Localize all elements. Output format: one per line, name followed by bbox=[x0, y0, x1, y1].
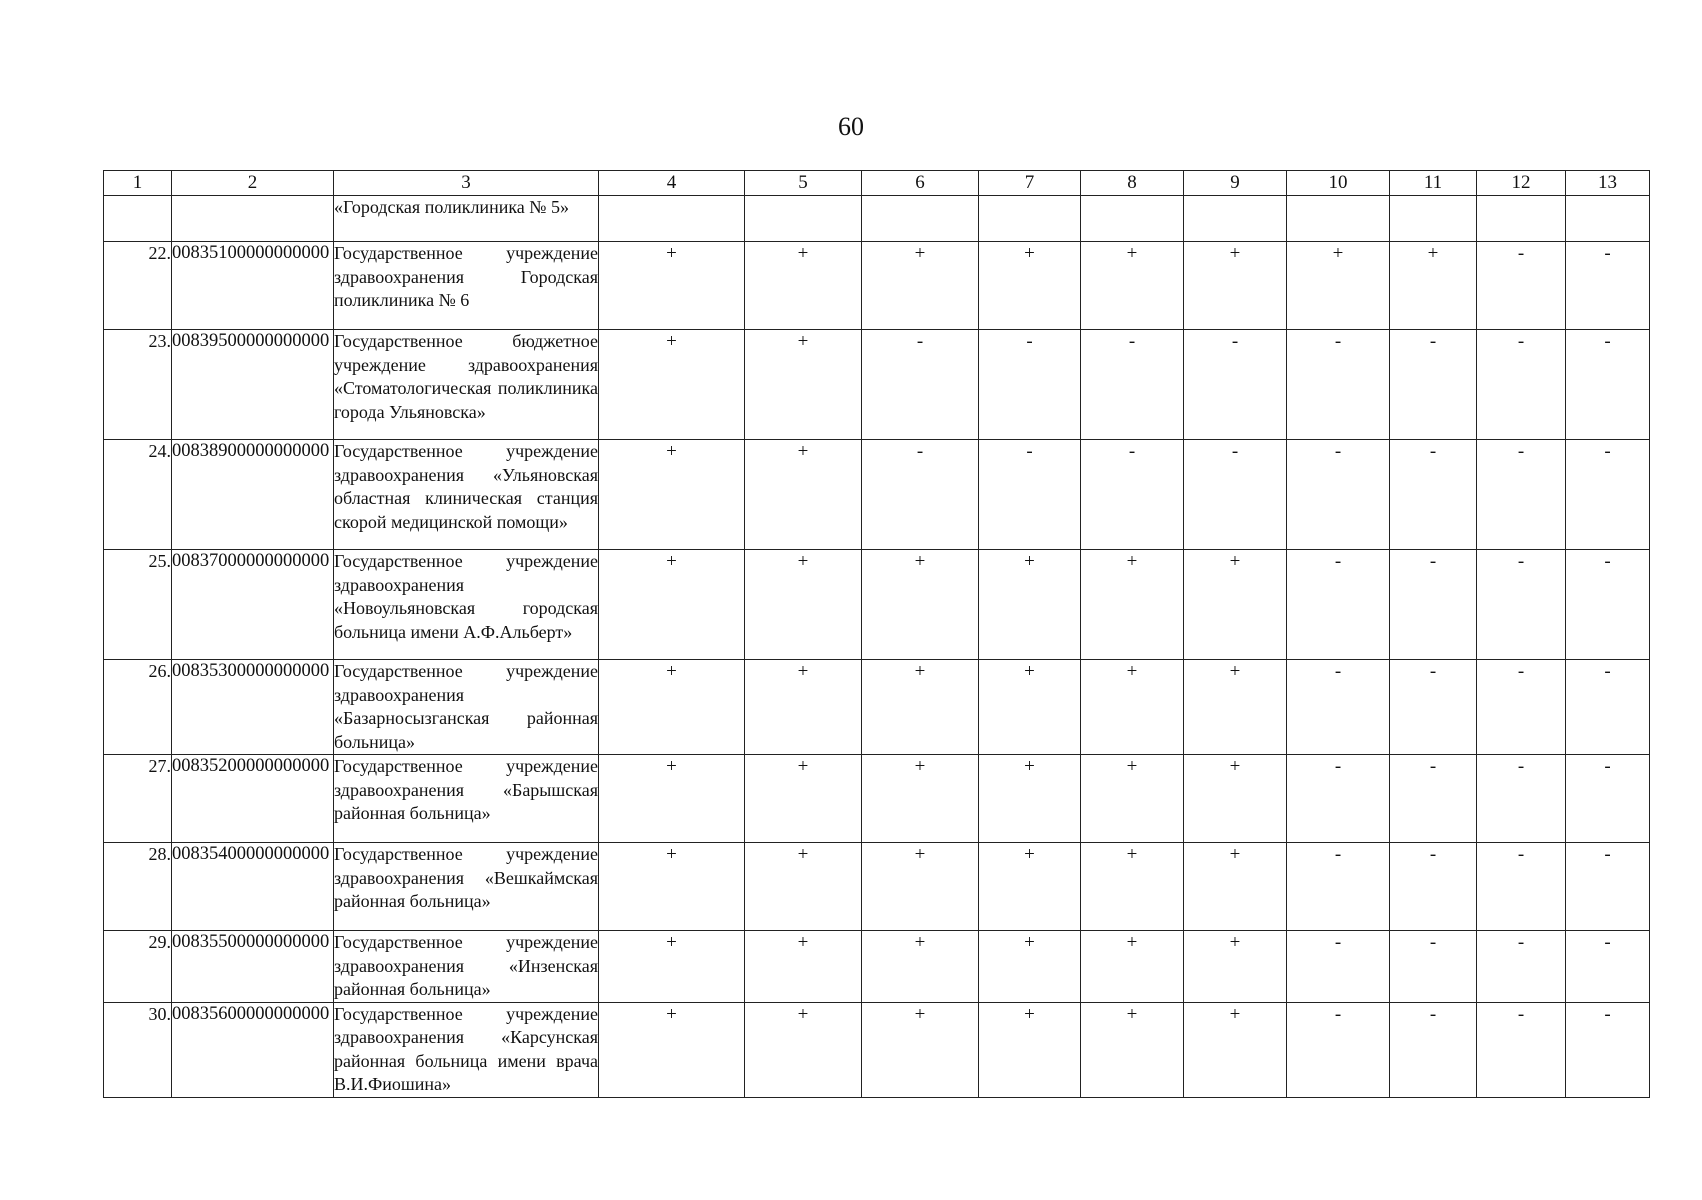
mark-col-4: + bbox=[599, 440, 745, 550]
mark-col-5: + bbox=[745, 843, 862, 931]
mark-col-4: + bbox=[599, 1002, 745, 1097]
mark-col-13: - bbox=[1566, 843, 1650, 931]
mark-col-6 bbox=[862, 196, 979, 242]
mark-col-5: + bbox=[745, 931, 862, 1003]
mark-col-6: + bbox=[862, 550, 979, 660]
row-number: 26. bbox=[104, 660, 172, 755]
mark-col-13: - bbox=[1566, 330, 1650, 440]
mark-col-11: - bbox=[1390, 440, 1477, 550]
mark-col-10: - bbox=[1287, 843, 1390, 931]
institution-name: Государственное бюджетное учреждение здравоохранения «Стоматологическая поликлиника города Ульяновска» bbox=[334, 330, 599, 440]
mark-col-7: + bbox=[979, 550, 1081, 660]
table-row bbox=[104, 550, 1650, 660]
column-header-2: 2 bbox=[172, 171, 334, 196]
mark-col-7: + bbox=[979, 843, 1081, 931]
table-row bbox=[104, 931, 1650, 1003]
mark-col-11: - bbox=[1390, 843, 1477, 931]
registry-code: 00835100000000000 bbox=[172, 242, 334, 330]
mark-col-7: - bbox=[979, 330, 1081, 440]
mark-col-9 bbox=[1184, 196, 1287, 242]
mark-col-11: + bbox=[1390, 242, 1477, 330]
institution-name: Государственное учреждение здравоохранения «Ульяновская областная клиническая станция скорой медицинской помощи» bbox=[334, 440, 599, 550]
mark-col-7: + bbox=[979, 1002, 1081, 1097]
mark-col-12 bbox=[1477, 196, 1566, 242]
institution-name: Государственное учреждение здравоохранения «Инзенская районная больница» bbox=[334, 931, 599, 1003]
row-number: 22. bbox=[104, 242, 172, 330]
mark-col-8: + bbox=[1081, 755, 1184, 843]
institution-name: Государственное учреждение здравоохранения «Базарносызганская районная больница» bbox=[334, 660, 599, 755]
mark-col-4: + bbox=[599, 242, 745, 330]
institution-name: «Городская поликлиника № 5» bbox=[334, 196, 599, 242]
mark-col-10 bbox=[1287, 196, 1390, 242]
mark-col-10: - bbox=[1287, 1002, 1390, 1097]
mark-col-8: + bbox=[1081, 660, 1184, 755]
mark-col-10: - bbox=[1287, 440, 1390, 550]
mark-col-6: + bbox=[862, 242, 979, 330]
mark-col-7: + bbox=[979, 755, 1081, 843]
mark-col-9: + bbox=[1184, 755, 1287, 843]
row-number: 29. bbox=[104, 931, 172, 1003]
mark-col-5 bbox=[745, 196, 862, 242]
registry-code: 00835600000000000 bbox=[172, 1002, 334, 1097]
mark-col-11: - bbox=[1390, 755, 1477, 843]
mark-col-10: - bbox=[1287, 660, 1390, 755]
mark-col-5: + bbox=[745, 330, 862, 440]
table-header bbox=[104, 171, 1650, 196]
row-number bbox=[104, 196, 172, 242]
mark-col-8: + bbox=[1081, 931, 1184, 1003]
column-header-1: 1 bbox=[104, 171, 172, 196]
mark-col-7 bbox=[979, 196, 1081, 242]
mark-col-7: + bbox=[979, 660, 1081, 755]
mark-col-4: + bbox=[599, 660, 745, 755]
mark-col-4: + bbox=[599, 843, 745, 931]
mark-col-8: + bbox=[1081, 550, 1184, 660]
mark-col-13: - bbox=[1566, 440, 1650, 550]
registry-code: 00839500000000000 bbox=[172, 330, 334, 440]
mark-col-12: - bbox=[1477, 1002, 1566, 1097]
mark-col-13: - bbox=[1566, 1002, 1650, 1097]
table-row bbox=[104, 440, 1650, 550]
table-row bbox=[104, 196, 1650, 242]
mark-col-10: - bbox=[1287, 755, 1390, 843]
column-header-6: 6 bbox=[862, 171, 979, 196]
registry-code: 00837000000000000 bbox=[172, 550, 334, 660]
mark-col-13: - bbox=[1566, 550, 1650, 660]
table-row bbox=[104, 755, 1650, 843]
mark-col-11: - bbox=[1390, 931, 1477, 1003]
mark-col-12: - bbox=[1477, 440, 1566, 550]
row-number: 27. bbox=[104, 755, 172, 843]
table-body bbox=[104, 196, 1650, 1098]
mark-col-4: + bbox=[599, 550, 745, 660]
mark-col-8: - bbox=[1081, 330, 1184, 440]
row-number: 23. bbox=[104, 330, 172, 440]
table-row bbox=[104, 660, 1650, 755]
mark-col-8: + bbox=[1081, 242, 1184, 330]
mark-col-12: - bbox=[1477, 330, 1566, 440]
column-header-9: 9 bbox=[1184, 171, 1287, 196]
mark-col-12: - bbox=[1477, 755, 1566, 843]
mark-col-6: - bbox=[862, 440, 979, 550]
mark-col-10: - bbox=[1287, 330, 1390, 440]
mark-col-9: - bbox=[1184, 440, 1287, 550]
column-header-13: 13 bbox=[1566, 171, 1650, 196]
mark-col-6: - bbox=[862, 330, 979, 440]
mark-col-10: - bbox=[1287, 550, 1390, 660]
mark-col-8: + bbox=[1081, 843, 1184, 931]
mark-col-10: - bbox=[1287, 931, 1390, 1003]
mark-col-9: + bbox=[1184, 660, 1287, 755]
mark-col-10: + bbox=[1287, 242, 1390, 330]
registry-code bbox=[172, 196, 334, 242]
mark-col-13 bbox=[1566, 196, 1650, 242]
registry-code: 00835200000000000 bbox=[172, 755, 334, 843]
column-header-12: 12 bbox=[1477, 171, 1566, 196]
mark-col-13: - bbox=[1566, 931, 1650, 1003]
mark-col-5: + bbox=[745, 550, 862, 660]
mark-col-11 bbox=[1390, 196, 1477, 242]
institution-name: Государственное учреждение здравоохранения «Новоульяновская городская больница имени А.Ф.Альберт» bbox=[334, 550, 599, 660]
row-number: 28. bbox=[104, 843, 172, 931]
mark-col-7: + bbox=[979, 242, 1081, 330]
mark-col-5: + bbox=[745, 660, 862, 755]
row-number: 30. bbox=[104, 1002, 172, 1097]
mark-col-8: - bbox=[1081, 440, 1184, 550]
mark-col-11: - bbox=[1390, 550, 1477, 660]
mark-col-7: - bbox=[979, 440, 1081, 550]
page-number: 60 bbox=[838, 112, 864, 141]
column-header-7: 7 bbox=[979, 171, 1081, 196]
registry-table bbox=[103, 170, 1650, 1098]
registry-code: 00838900000000000 bbox=[172, 440, 334, 550]
institution-name: Государственное учреждение здравоохранения «Барышская районная больница» bbox=[334, 755, 599, 843]
row-number: 24. bbox=[104, 440, 172, 550]
registry-code: 00835400000000000 bbox=[172, 843, 334, 931]
row-number: 25. bbox=[104, 550, 172, 660]
mark-col-12: - bbox=[1477, 931, 1566, 1003]
mark-col-4: + bbox=[599, 931, 745, 1003]
mark-col-11: - bbox=[1390, 660, 1477, 755]
mark-col-13: - bbox=[1566, 755, 1650, 843]
mark-col-13: - bbox=[1566, 242, 1650, 330]
mark-col-9: + bbox=[1184, 242, 1287, 330]
table-row bbox=[104, 1002, 1650, 1097]
column-header-10: 10 bbox=[1287, 171, 1390, 196]
mark-col-8 bbox=[1081, 196, 1184, 242]
mark-col-9: + bbox=[1184, 550, 1287, 660]
mark-col-4: + bbox=[599, 330, 745, 440]
mark-col-13: - bbox=[1566, 660, 1650, 755]
table-row bbox=[104, 843, 1650, 931]
mark-col-12: - bbox=[1477, 843, 1566, 931]
mark-col-5: + bbox=[745, 440, 862, 550]
registry-code: 00835500000000000 bbox=[172, 931, 334, 1003]
mark-col-6: + bbox=[862, 843, 979, 931]
mark-col-12: - bbox=[1477, 550, 1566, 660]
institution-name: Государственное учреждение здравоохранения «Вешкаймская районная больница» bbox=[334, 843, 599, 931]
mark-col-11: - bbox=[1390, 330, 1477, 440]
mark-col-6: + bbox=[862, 660, 979, 755]
institution-name: Государственное учреждение здравоохранения «Карсунская районная больница имени врача В.И.Фиошина» bbox=[334, 1002, 599, 1097]
column-header-3: 3 bbox=[334, 171, 599, 196]
mark-col-6: + bbox=[862, 931, 979, 1003]
mark-col-7: + bbox=[979, 931, 1081, 1003]
institution-name: Государственное учреждение здравоохранения Городская поликлиника № 6 bbox=[334, 242, 599, 330]
mark-col-9: + bbox=[1184, 1002, 1287, 1097]
mark-col-9: + bbox=[1184, 931, 1287, 1003]
header-row bbox=[104, 171, 1650, 196]
mark-col-8: + bbox=[1081, 1002, 1184, 1097]
table-row bbox=[104, 330, 1650, 440]
mark-col-4: + bbox=[599, 755, 745, 843]
mark-col-11: - bbox=[1390, 1002, 1477, 1097]
mark-col-12: - bbox=[1477, 242, 1566, 330]
mark-col-5: + bbox=[745, 1002, 862, 1097]
mark-col-6: + bbox=[862, 1002, 979, 1097]
mark-col-5: + bbox=[745, 242, 862, 330]
mark-col-5: + bbox=[745, 755, 862, 843]
mark-col-6: + bbox=[862, 755, 979, 843]
mark-col-4 bbox=[599, 196, 745, 242]
mark-col-9: - bbox=[1184, 330, 1287, 440]
mark-col-12: - bbox=[1477, 660, 1566, 755]
mark-col-9: + bbox=[1184, 843, 1287, 931]
table-row bbox=[104, 242, 1650, 330]
registry-code: 00835300000000000 bbox=[172, 660, 334, 755]
column-header-11: 11 bbox=[1390, 171, 1477, 196]
column-header-8: 8 bbox=[1081, 171, 1184, 196]
column-header-4: 4 bbox=[599, 171, 745, 196]
column-header-5: 5 bbox=[745, 171, 862, 196]
